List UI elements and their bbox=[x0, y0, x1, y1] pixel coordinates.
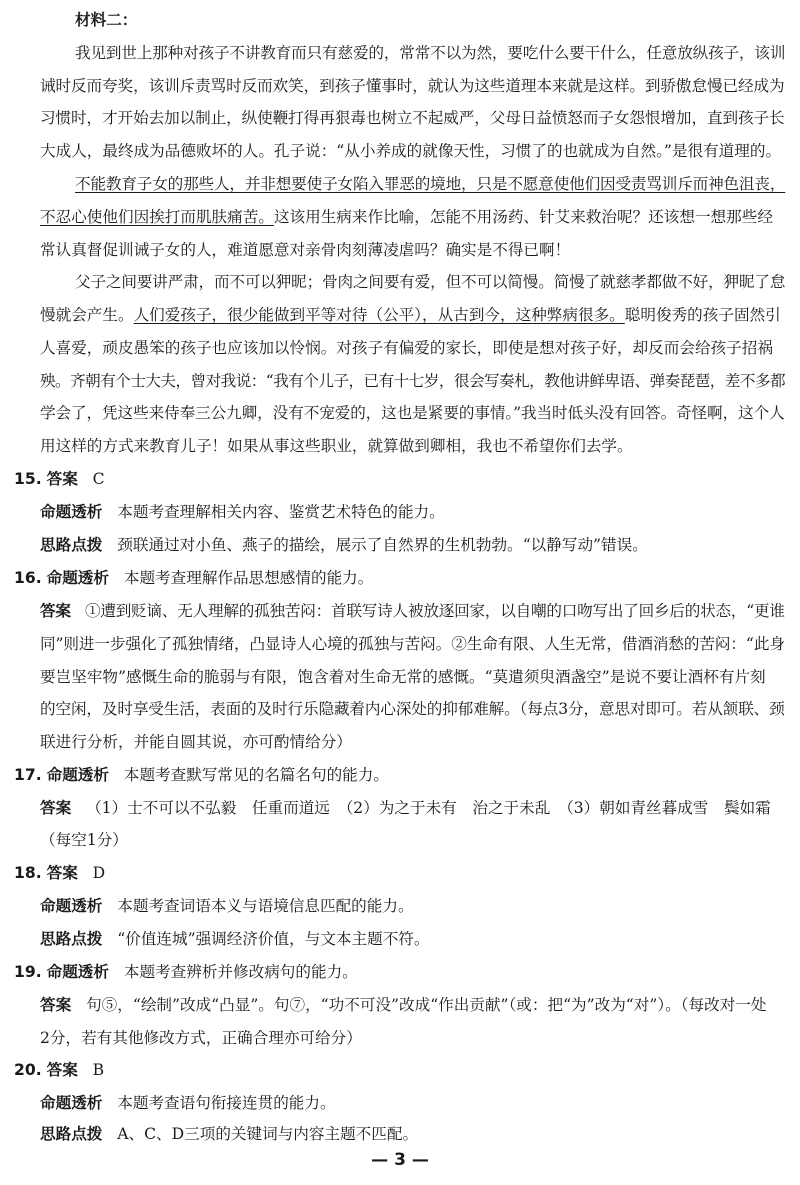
material-p3-line3: 人喜爱，顽皮愚笨的孩子也应该加以怜悯。对孩子有偏爱的家长，即使是想对孩子好，却反而会给孩子招祸 bbox=[40, 339, 773, 357]
q15-number: 15. bbox=[14, 470, 42, 488]
material-p3-line2 bbox=[40, 305, 781, 325]
q17-answer-line1: （1）士不可以不弘毅 任重而道远 （2）为之于未有 治之于未乱 （3）朝如青丝暮成雪 鬓如霜 bbox=[86, 799, 771, 817]
q15-tip-label: 思路点拨 bbox=[40, 536, 103, 554]
q20-analysis-label: 命题透析 bbox=[40, 1094, 103, 1112]
material-p1-line2: 诫时反而夸奖，该训斥责骂时反而欢笑，到孩子懂事时，就认为这些道理本来就是这样。到骄傲怠慢已经成为 bbox=[40, 77, 785, 95]
q20-answer-label: 答案 bbox=[46, 1061, 78, 1079]
q20-analysis: 本题考查语句衔接连贯的能力。 bbox=[117, 1094, 336, 1112]
material-p3-line2-end: 聪明俊秀的孩子固然引 bbox=[624, 306, 781, 324]
q19-analysis: 本题考查辨析并修改病句的能力。 bbox=[123, 963, 358, 981]
underlined-key-sentence-2: 人们爱孩子，很少能做到平等对待（公平），从古到今，这种弊病很多。 bbox=[133, 306, 625, 324]
material-heading: 材料二： bbox=[75, 11, 138, 29]
q15-answer-label: 答案 bbox=[46, 470, 78, 488]
material-p1-line3: 习惯时，才开始去加以制止，纵使鞭打得再狠毒也树立不起威严，父母日益愤怒而子女怨恨增加，直到孩子长 bbox=[40, 109, 785, 127]
q17-answer-line2: （每空1分） bbox=[40, 831, 128, 849]
q18-analysis-row bbox=[40, 896, 414, 916]
q15-analysis: 本题考查理解相关内容、鉴赏艺术特色的能力。 bbox=[117, 503, 445, 521]
q17-answer-row bbox=[40, 798, 771, 818]
material-p1-line4: 大成人，最终成为品德败坏的人。孔子说：“从小养成的就像天性，习惯了的也就成为自然。”是很有道理的。 bbox=[40, 142, 782, 160]
page-number: — 3 — bbox=[371, 1150, 429, 1170]
q17-answer-label: 答案 bbox=[40, 799, 72, 817]
material-p3-line1: 父子之间要讲严肃，而不可以狎昵；骨肉之间要有爱，但不可以简慢。简慢了就慈孝都做不好，狎昵了怠 bbox=[75, 273, 786, 291]
q20-answer: B bbox=[92, 1061, 105, 1079]
q19-answer-line2: 2分，若有其他修改方式，正确合理亦可给分） bbox=[40, 1029, 362, 1047]
q16-answer-label: 答案 bbox=[40, 602, 71, 620]
q15-tip: 颈联通过对小鱼、燕子的描绘，展示了自然界的生机勃勃。“以静写动”错误。 bbox=[117, 536, 648, 554]
q18-tip-label: 思路点拨 bbox=[40, 930, 103, 948]
q17-number: 17. bbox=[14, 766, 42, 784]
material-p3-line6: 用这样的方式来教育儿子！如果从事这些职业，就算做到卿相，我也不希望你们去学。 bbox=[40, 437, 633, 455]
q18-answer: D bbox=[92, 864, 106, 882]
q16-answer-line2: 同”则进一步强化了孤独情绪，凸显诗人心境的孤独与苦闷。②生命有限、人生无常，借酒消愁的苦闷：“此身 bbox=[40, 635, 785, 653]
material-p3-line4: 殃。齐朝有个士大夫，曾对我说：“我有个儿子，已有十七岁，很会写奏札，教他讲鲜卑语、弹奏琵琶，差不多都 bbox=[40, 372, 786, 390]
q18-analysis-label: 命题透析 bbox=[40, 897, 103, 915]
underlined-key-sentence: 不忍心使他们因挨打而肌肤痛苦。 bbox=[40, 208, 274, 226]
q15-analysis-row bbox=[40, 502, 445, 522]
q18-tip: “价值连城”强调经济价值，与文本主题不符。 bbox=[117, 930, 430, 948]
q17-analysis-row bbox=[14, 765, 389, 785]
material-p3-line2-start: 慢就会产生。 bbox=[40, 306, 134, 324]
q16-number: 16. bbox=[14, 569, 42, 587]
q16-answer-line5: 联进行分析，并能自圆其说，亦可酌情给分） bbox=[40, 733, 352, 751]
q18-answer-label: 答案 bbox=[46, 864, 78, 882]
material-p3-line5: 学会了，凭这些来侍奉三公九卿，没有不宠爱的，这也是紧要的事情。”我当时低头没有回答。奇怪啊，这个人 bbox=[40, 404, 785, 422]
q17-analysis-label: 命题透析 bbox=[46, 766, 109, 784]
q18-answer-row bbox=[14, 863, 105, 883]
q19-answer-label: 答案 bbox=[40, 996, 72, 1014]
q20-analysis-row bbox=[40, 1093, 336, 1113]
q15-tip-row bbox=[40, 535, 648, 555]
q16-answer-line4: 的空闲，及时享受生活，表面的及时行乐隐藏着内心深处的抑郁难解。（每点3分，意思对即可。若从颔联、颈 bbox=[40, 700, 785, 718]
material-p2-line3: 常认真督促训诫子女的人，难道愿意对亲骨肉刻薄凌虐吗？确实是不得已啊！ bbox=[40, 241, 571, 259]
q19-number: 19. bbox=[14, 963, 42, 981]
q17-analysis: 本题考查默写常见的名篇名句的能力。 bbox=[123, 766, 389, 784]
material-p2-line2-rest: 这该用生病来作比喻，怎能不用汤药、针艾来救治呢？还该想一想那些经 bbox=[273, 208, 773, 226]
q16-answer-line1: ①遭到贬谪、无人理解的孤独苦闷：首联写诗人被放逐回家，以自嘲的口吻写出了回乡后的状态，“更谁 bbox=[85, 602, 785, 620]
material-p2-line2 bbox=[40, 207, 773, 227]
q20-tip-label: 思路点拨 bbox=[40, 1125, 103, 1143]
q19-answer-line1: 句⑤，“绘制”改成“凸显”。句⑦，“功不可没”改成“作出贡献”（或：把“为”改为“对”）。（每改对一处 bbox=[86, 996, 767, 1014]
q15-answer-row bbox=[14, 469, 105, 489]
material-p2-line1: 不能教育子女的那些人，并非想要使子女陷入罪恶的境地，只是不愿意使他们因受责骂训斥而神色沮丧， bbox=[75, 175, 786, 193]
material-p1-line1: 我见到世上那种对孩子不讲教育而只有慈爱的，常常不以为然，要吃什么要干什么，任意放纵孩子，该训 bbox=[75, 44, 786, 62]
q16-answer-row bbox=[40, 601, 785, 621]
q18-tip-row bbox=[40, 929, 430, 949]
q19-answer-row bbox=[40, 995, 767, 1015]
q20-number: 20. bbox=[14, 1061, 42, 1079]
q18-analysis: 本题考查词语本义与语境信息匹配的能力。 bbox=[117, 897, 414, 915]
q19-analysis-label: 命题透析 bbox=[46, 963, 109, 981]
q18-number: 18. bbox=[14, 864, 42, 882]
q15-analysis-label: 命题透析 bbox=[40, 503, 103, 521]
q16-analysis-row bbox=[14, 568, 373, 588]
q20-tip: A、C、D三项的关键词与内容主题不匹配。 bbox=[117, 1125, 419, 1143]
q20-answer-row bbox=[14, 1060, 104, 1080]
q16-analysis: 本题考查理解作品思想感情的能力。 bbox=[123, 569, 374, 587]
q19-analysis-row bbox=[14, 962, 358, 982]
q20-tip-row bbox=[40, 1124, 418, 1144]
q16-answer-line3: 要岂坚牢物”感慨生命的脆弱与有限，饱含着对生命无常的感慨。“莫遣须臾酒盏空”是说不要让酒杯有片刻 bbox=[40, 668, 766, 686]
q15-answer: C bbox=[92, 470, 105, 488]
q16-analysis-label: 命题透析 bbox=[46, 569, 109, 587]
